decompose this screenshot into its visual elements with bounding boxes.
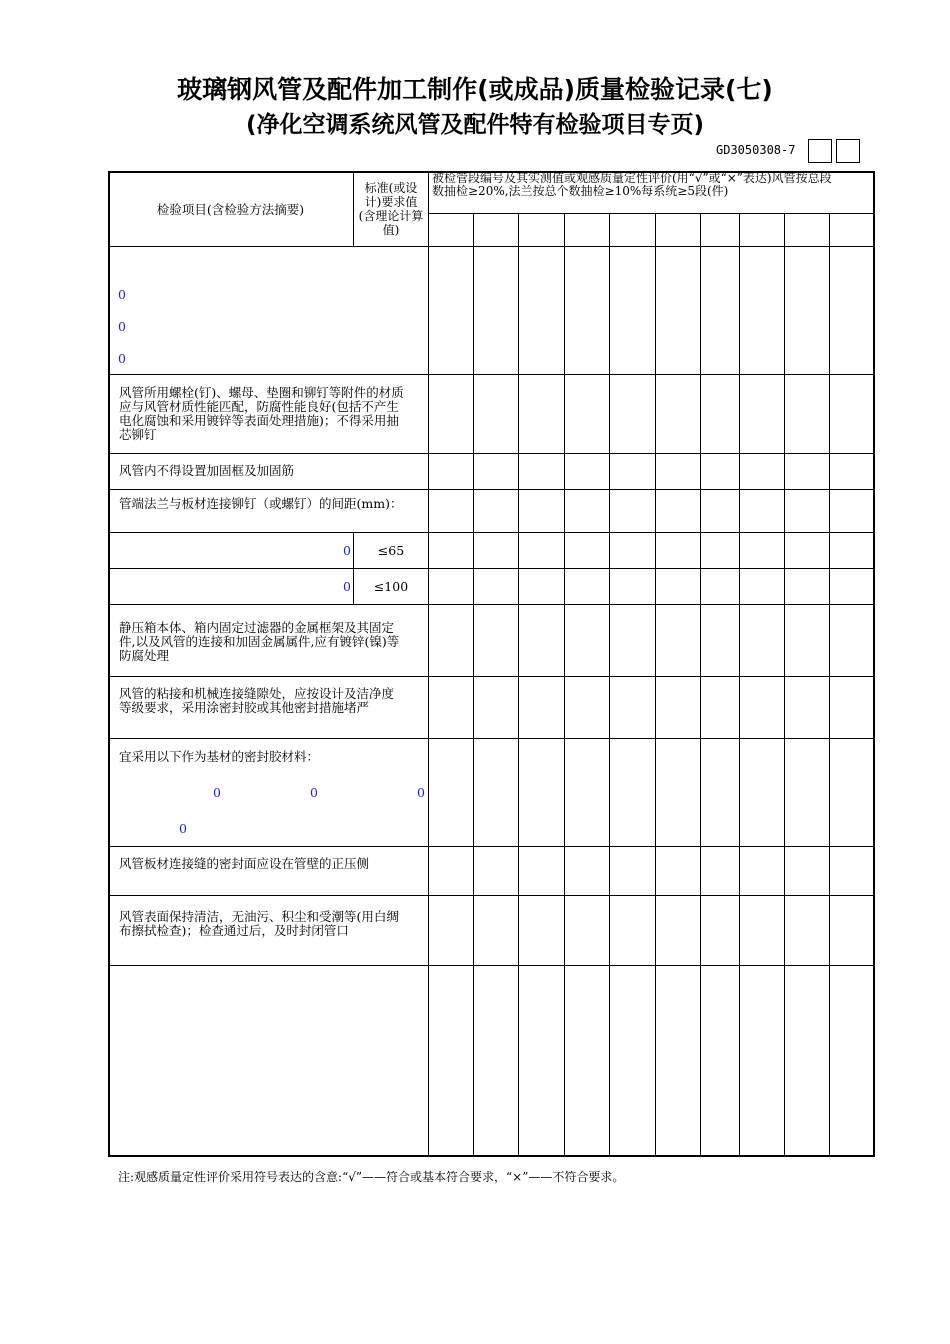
grid-line [353, 171, 354, 246]
item-seams: 风管的粘接和机械连接缝隙处，应按设计及洁净度等级要求，采用涂密封胶或其他密封措施堵严 [119, 686, 395, 715]
grid-line [108, 738, 875, 739]
grid-line [108, 604, 875, 605]
item-rivet-spacing: 管端法兰与板材连接铆钉（或螺钉）的间距(mm)： [119, 496, 403, 511]
sealant-value: 0 [213, 785, 221, 800]
grid-line [739, 213, 740, 1157]
inspection-table [108, 171, 875, 1157]
grid-line [108, 489, 875, 490]
item-static-box: 静压箱本体、箱内固定过滤器的金属框架及其固定件,以及风管的连接和加固金属属件,应有镀锌(镍)等防腐处理 [119, 620, 400, 663]
grid-line [700, 213, 701, 1157]
grid-line [609, 213, 610, 1157]
grid-line [108, 453, 875, 454]
grid-line [564, 213, 565, 1157]
spacing-2-standard: ≤100 [373, 579, 409, 594]
item-no-frame: 风管内不得设置加固框及加固筋 [119, 463, 295, 478]
grid-line [108, 246, 875, 247]
page-number-box-2[interactable] [836, 139, 860, 163]
grid-line [518, 213, 519, 1157]
grid-line [655, 213, 656, 1157]
footnote: 注:观感质量定性评价采用符号表达的含意:“√”——符合或基本符合要求，“×”——不符合要求。 [118, 1170, 625, 1184]
value-zero: 0 [118, 287, 126, 302]
spacing-1-standard: ≤65 [377, 543, 405, 558]
header-item: 检验项目(含检验方法摘要) [156, 202, 305, 217]
form-code: GD3050308-7 [716, 143, 796, 157]
item-bolts: 风管所用螺栓(钉)、螺母、垫圈和铆钉等附件的材质应与风管材质性能匹配，防腐性能良好(包括不产生电化腐蚀和采用镀锌等表面处理措施)；不得采用抽芯铆钉 [119, 385, 404, 442]
spacing-2-value: 0 [343, 579, 351, 594]
item-positive-side: 风管板材连接缝的密封面应设在管壁的正压侧 [119, 856, 370, 871]
spacing-1-value: 0 [343, 543, 351, 558]
grid-line [473, 213, 474, 1157]
header-standard: 标准(或设计)要求值(含理论计算值) [358, 181, 424, 237]
page-number-box-1[interactable] [808, 139, 832, 163]
grid-line [108, 568, 875, 569]
item-sealant: 宜采用以下作为基材的密封胶材料： [119, 749, 320, 764]
sealant-value: 0 [310, 785, 318, 800]
grid-line [428, 171, 429, 1157]
grid-line [108, 965, 875, 966]
value-zero: 0 [118, 351, 126, 366]
page-title: 玻璃钢风管及配件加工制作(或成品)质量检验记录(七) [177, 75, 773, 104]
grid-line [108, 676, 875, 677]
grid-line [784, 213, 785, 1157]
header-evaluation: 被检管段编号及其实测值或观感质量定性评价(用“√”或“×”表达)风管按总段数抽检≥20%,法兰按总个数抽检≥10%每系统≥5段(件) [432, 171, 832, 198]
value-zero: 0 [118, 319, 126, 334]
grid-line [353, 532, 354, 604]
grid-line [829, 213, 830, 1157]
sealant-value: 0 [417, 785, 425, 800]
grid-line [428, 213, 875, 214]
page-subtitle: (净化空调系统风管及配件特有检验项目专页) [245, 112, 705, 138]
grid-line [108, 895, 875, 896]
item-clean: 风管表面保持清洁，无油污、积尘和受潮等(用白绸布擦拭检查)；检查通过后，及时封闭管口 [119, 909, 399, 938]
grid-line [108, 374, 875, 375]
sealant-value: 0 [179, 821, 187, 836]
grid-line [108, 846, 875, 847]
grid-line [108, 532, 875, 533]
